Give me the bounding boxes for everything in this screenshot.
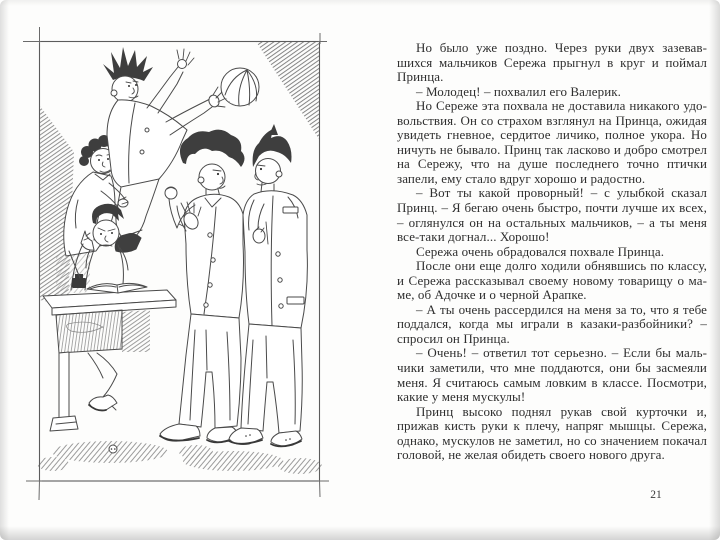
paragraph: – Вот ты какой проворный! – с улыбкой сказал Принц. – Я бегаю очень быстро, почти лучше их всех, – оглянулся он на остальных мальчиков, – а ты меня все-таки догнал... Хорошо! xyxy=(397,185,707,245)
paragraph: Но Сереже эта похвала не доставила никакого удовольствия. Он со страхом взглянул на Принца, ожидая увидеть гневное, сердитое личико, полное укора. Но ничуть не бывало. Принц так ласково и добро смотрел на Сережу, что на душе последнего точно птички запели, ему стало вдруг хорошо и радостно. xyxy=(397,98,707,186)
story-text xyxy=(397,41,707,463)
page-edge-right xyxy=(709,0,720,540)
floor-button xyxy=(109,445,117,453)
paragraph: После они еще долго ходили обнявшись по классу, и Сережа рассказывал своему новому товарищу о маме, об Адочке и о черной Арапке. xyxy=(397,258,707,303)
paragraph: Но было уже поздно. Через руки двух зазевавшихся мальчиков Сережа прыгнул в круг и поймал Принца. xyxy=(397,40,707,85)
paragraph: – Молодец! – похвалил его Валерик. xyxy=(416,83,622,99)
ball xyxy=(221,68,259,106)
page-number: 21 xyxy=(650,489,662,501)
boy-sergei xyxy=(160,130,245,443)
paragraph: Принц высоко поднял рукав свой курточки и, прижав кисть руки к плечу, напряг мышцы. Сережа, однако, мускулов не заметил, но со значением покачал головой, не желая обидеть своего нового друга. xyxy=(397,403,707,463)
paragraph: – А ты очень рассердился на меня за то, что я тебе поддался, когда мы играли в казаки-разбойники? – спросил он Принца. xyxy=(397,301,707,346)
paragraph: – Очень! – ответил тот серьезно. – Если бы мальчики заметили, что мне поддаются, они бы засмеяли меня. Я считаюсь самым ловким в классе. Посмотри, какие у меня мускулы! xyxy=(397,345,707,405)
paragraph: Сережа очень обрадовался похвале Принца. xyxy=(416,243,665,259)
